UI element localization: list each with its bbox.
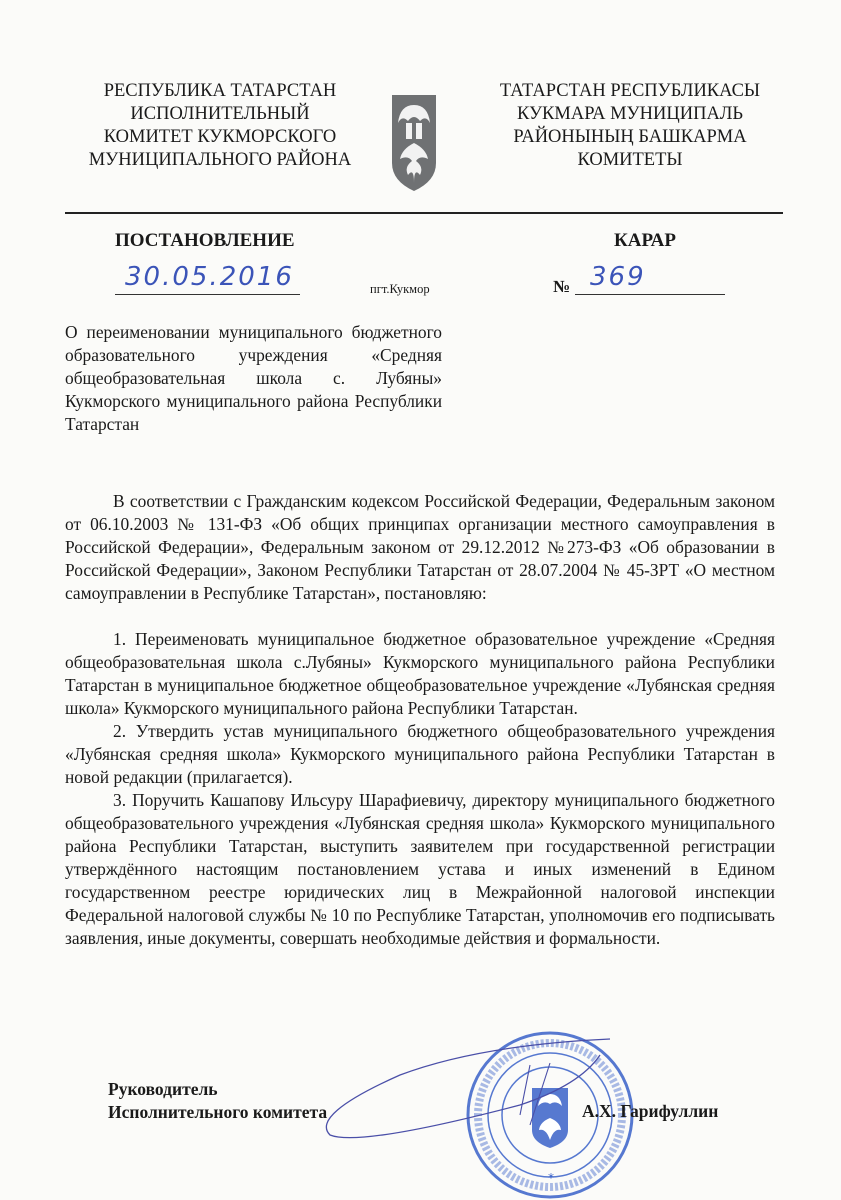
header-line: КОМИТЕТ КУКМОРСКОГО [103,127,337,147]
doc-place: пгт.Кукмор [370,282,430,296]
header-line: КОМИТЕТЫ [577,150,683,170]
emblem-icon [390,93,438,193]
handwritten-signature [280,1035,620,1145]
item-2: 2. Утвердить устав муниципального бюджетного общеобразовательного учреждения «Лубянская средняя школа» Кукморского муниципального района Республики Татарстан в новой редакции (прилагается). [65,721,775,787]
number-underline [575,294,725,295]
doc-type-tt: КАРАР [614,230,677,251]
position-line: Исполнительного комитета [108,1102,328,1122]
date-underline [115,294,300,295]
doc-title: О переименовании муниципального бюджетного образовательного учреждения «Средняя общеобразовательная школа с. Лубяны» Кукморского муниципального района Республики Татарстан [65,322,442,434]
item-3: 3. Поручить Кашапову Ильсуру Шарафиевичу, директору муниципального бюджетного общеобразовательного учреждения «Лубянская средняя школа» Кукморского муниципального района Республики Татарстан, выступить заявителем при государственной регистрации утверждённого настоящим постановлением устава и иных изменений в Едином государственном реестре юридических лиц в Межрайонной налоговой инспекции Федеральной налоговой службы № 10 по Республике Татарстан, уполномочив его подписывать заявления, иные документы, совершать необходимые действия и формальности. [65,790,775,948]
signatory-name: А.Х. Гарифуллин [582,1101,719,1121]
doc-date: 30.05.2016 [125,262,294,292]
doc-number: 369 [590,262,646,292]
header-left [70,80,370,172]
header-line: РАЙОНЫНЫҢ БАШКАРМА [513,127,747,147]
header-line: МУНИЦИПАЛЬНОГО РАЙОНА [88,150,352,170]
header-right [480,80,780,172]
doc-type-ru: ПОСТАНОВЛЕНИЕ [115,230,295,251]
position-line: Руководитель [108,1079,218,1099]
header-line: РЕСПУБЛИКА ТАТАРСТАН [103,81,337,101]
item-1: 1. Переименовать муниципальное бюджетное образовательное учреждение «Средняя общеобразовательная школа с.Лубяны» Кукморского муниципального района Республики Татарстан в муниципальное бюджетное общеобразовательное учреждение «Лубянская средняя школа» Кукморского муниципального района Республики Татарстан. [65,629,775,718]
header-divider [65,212,783,214]
header-line: КУКМАРА МУНИЦИПАЛЬ [516,104,743,124]
header-line: ТАТАРСТАН РЕСПУБЛИКАСЫ [499,81,761,101]
svg-text:*: * [548,1171,554,1185]
preamble: В соответствии с Гражданским кодексом Российской Федерации, Федеральным законом от 06.10.2003 № 131-ФЗ «Об общих принципах организации местного самоуправления в Российской Федерации», Федеральным законом от 29.12.2012 №273-ФЗ «Об образовании в Российской Федерации», Законом Республики Татарстан от 28.07.2004 № 45-ЗРТ «О местном самоуправлении в Республике Татарстан», постановляю: [65,491,775,603]
header-line: ИСПОЛНИТЕЛЬНЫЙ [130,104,310,124]
doc-body [65,490,775,950]
number-label: № [553,277,571,296]
